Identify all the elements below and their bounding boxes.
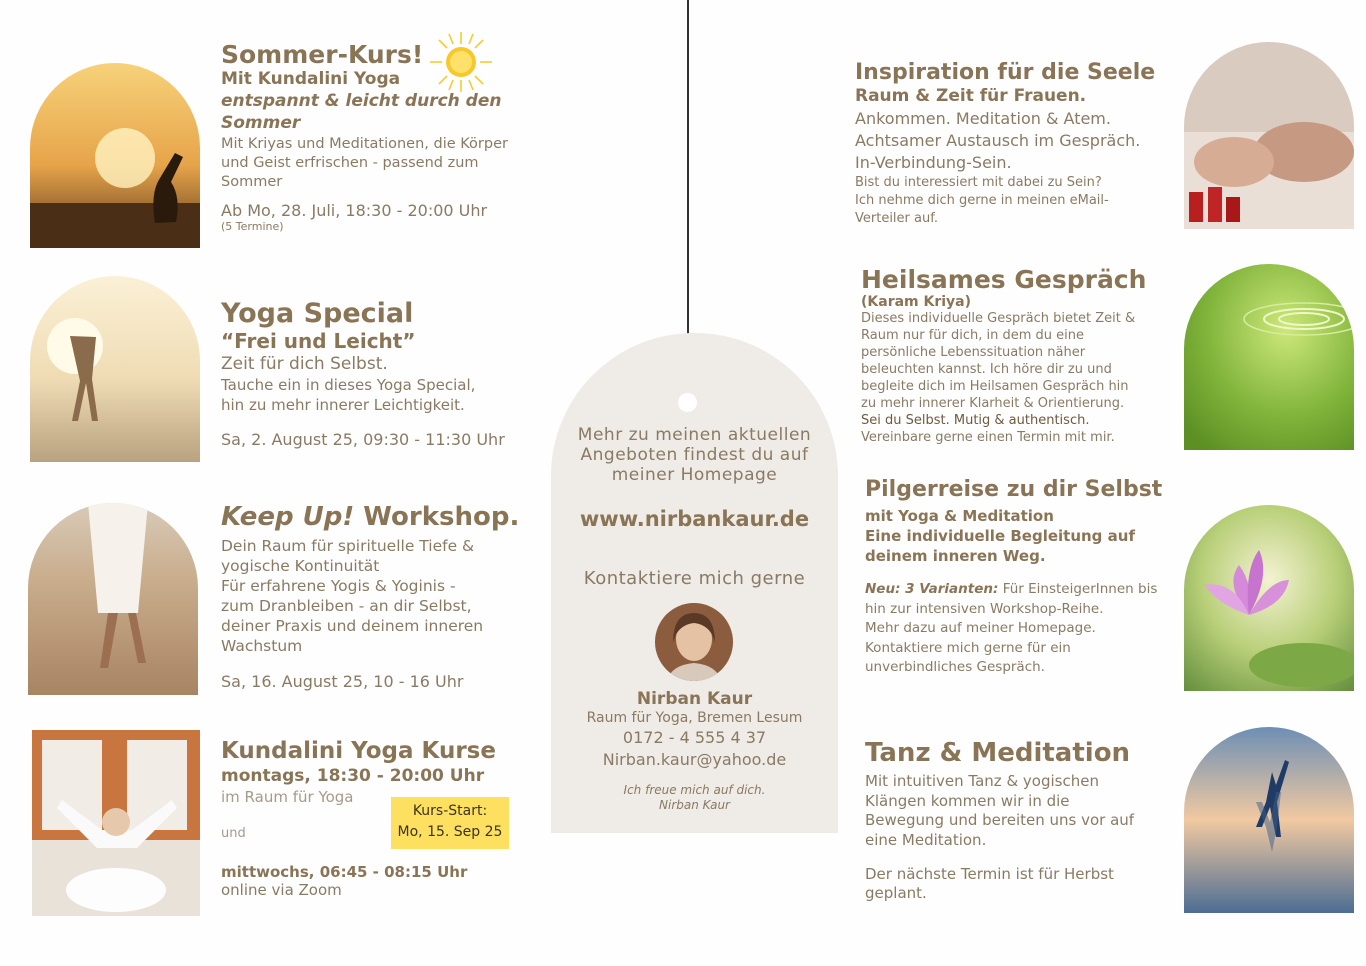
pilger-sub3: deinem inneren Weg.: [865, 547, 1046, 565]
sunset-yoga-image: [30, 63, 200, 248]
workshop-date: Sa, 16. August 25, 10 - 16 Uhr: [221, 672, 464, 691]
special-body1: Tauche ein in dieses Yoga Special,: [221, 376, 476, 394]
gespraech-section: [861, 265, 1179, 446]
contact-studio: Raum für Yoga, Bremen Lesum: [586, 710, 803, 726]
sommer-body3: Sommer: [221, 174, 283, 190]
workshop-body4: zum Dranbleiben - an dir Selbst,: [221, 597, 472, 615]
kurse-online: online via Zoom: [221, 881, 342, 899]
seele-l2: Achtsamer Austausch im Gespräch.: [855, 131, 1141, 150]
seele-section: [855, 60, 1175, 228]
tanz-b4: eine Meditation.: [865, 830, 987, 849]
seele-title: Inspiration für die Seele: [855, 60, 1156, 85]
kurse-title: Kundalini Yoga Kurse: [221, 738, 496, 764]
badge-line1: Kurs-Start:: [412, 803, 488, 819]
pilger-sub1: mit Yoga & Meditation: [865, 507, 1054, 525]
tag-hole: [678, 393, 697, 412]
pilger-b5: unverbindliches Gespräch.: [865, 659, 1045, 675]
contact-heading: Kontaktiere mich gerne: [583, 568, 806, 589]
tanz-b3: Bewegung und bereiten uns vor auf: [865, 811, 1135, 829]
contact-card: [551, 689, 838, 813]
seele-l3: In-Verbindung-Sein.: [855, 153, 1012, 172]
sommer-sub1: Mit Kundalini Yoga: [221, 69, 401, 89]
avatar: [655, 603, 733, 681]
sommer-sub2: entspannt & leicht durch den: [221, 91, 502, 111]
sommer-title: Sommer-Kurs!: [221, 40, 424, 69]
sommer-date: Ab Mo, 28. Juli, 18:30 - 20:00 Uhr: [221, 201, 488, 220]
homepage-link[interactable]: www.nirbankaur.de: [579, 507, 810, 531]
center-intro1: Mehr zu meinen aktuellen: [577, 425, 812, 445]
gespraech-b2: Raum nur für dich, in dem du eine: [861, 328, 1085, 343]
workshop-body6: Wachstum: [221, 637, 303, 655]
lotus-image: [1184, 505, 1354, 691]
tanz-b5: Der nächste Termin ist für Herbst: [865, 865, 1114, 883]
special-title: Yoga Special: [221, 298, 414, 329]
sommer-body1: Mit Kriyas und Meditationen, die Körper: [221, 136, 508, 152]
workshop-body5: deiner Praxis und deinem inneren: [221, 617, 484, 635]
pilger-title: Pilgerreise zu dir Selbst: [865, 477, 1163, 502]
gespraech-b5: begleite dich im Heilsamen Gespräch hin: [861, 379, 1129, 394]
sommer-note: (5 Termine): [221, 220, 284, 233]
kurse-wednesday: mittwochs, 06:45 - 08:15 Uhr: [221, 863, 468, 881]
center-intro3: meiner Homepage: [611, 465, 778, 485]
gespraech-b8: Vereinbare gerne einen Termin mit mir.: [861, 430, 1115, 445]
contact-name: Nirban Kaur: [636, 689, 753, 709]
tanz-b1: Mit intuitiven Tanz & yogischen: [865, 772, 1099, 790]
tanz-section: [865, 738, 1183, 903]
dancer-image: [1184, 727, 1354, 913]
kurs-start-badge: [391, 797, 509, 849]
yoga-special-section: [221, 298, 551, 449]
pilger-b1: Für EinsteigerInnen bis: [998, 581, 1158, 597]
closing2: Nirban Kaur: [659, 798, 730, 812]
badge-line2: Mo, 15. Sep 25: [397, 824, 503, 840]
seele-s2: Ich nehme dich gerne in meinen eMail-: [855, 193, 1109, 208]
contact-email[interactable]: Nirban.kaur@yahoo.de: [602, 750, 787, 769]
sommer-sub3: Sommer: [221, 113, 301, 133]
gespraech-b4: beleuchten kannst. Ich höre dir zu und: [861, 362, 1112, 377]
pilger-sub2: Eine individuelle Begleitung auf: [865, 527, 1135, 545]
women-circle-image: [1184, 42, 1354, 229]
gespraech-b1: Dieses individuelle Gespräch bietet Zeit &: [861, 311, 1136, 326]
pilger-b2: hin zur intensiven Workshop-Reihe.: [865, 600, 1104, 617]
gespraech-b3: persönliche Lebenssituation näher: [861, 345, 1086, 360]
special-body2: hin zu mehr innerer Leichtigkeit.: [221, 396, 465, 414]
workshop-body2: yogische Kontinuität: [221, 557, 380, 575]
workshop-body3: Für erfahrene Yogis & Yoginis -: [221, 577, 456, 595]
center-intro2: Angeboten findest du auf: [580, 445, 809, 465]
workshop-section: [221, 502, 551, 691]
tanz-b2: Klängen kommen wir in die: [865, 791, 1070, 810]
workshop-title-rest: Workshop.: [354, 502, 520, 532]
tanz-b6: geplant.: [865, 884, 927, 902]
kurse-place: im Raum für Yoga: [221, 788, 354, 806]
gespraech-title: Heilsames Gespräch: [861, 265, 1147, 294]
seele-sub: Raum & Zeit für Frauen.: [855, 86, 1087, 106]
tanz-title: Tanz & Meditation: [865, 738, 1131, 768]
beach-freedom-image: [30, 276, 200, 462]
contact-phone[interactable]: 0172 - 4 555 4 37: [622, 728, 767, 747]
center-intro: [551, 425, 838, 485]
special-date: Sa, 2. August 25, 09:30 - 11:30 Uhr: [221, 430, 505, 449]
sommer-body2: und Geist erfrischen - passend zum: [221, 155, 479, 171]
closing1: Ich freue mich auf dich.: [623, 783, 766, 797]
kurse-monday: montags, 18:30 - 20:00 Uhr: [221, 766, 485, 786]
pilger-neu: Neu: 3 Varianten:: [865, 581, 999, 597]
pilger-section: [865, 477, 1183, 678]
gespraech-b6: zu mehr innerer Klarheit & Orientierung.: [861, 396, 1125, 411]
seele-s3: Verteiler auf.: [855, 211, 938, 226]
water-ripple-image: [1184, 264, 1354, 450]
special-sub: Zeit für dich Selbst.: [221, 354, 388, 374]
kurse-and: und: [221, 826, 246, 841]
workshop-body1: Dein Raum für spirituelle Tiefe &: [221, 537, 475, 555]
gespraech-b7: Sei du Selbst. Mutig & authentisch.: [861, 413, 1090, 428]
workshop-title-italic: Keep Up!: [221, 502, 355, 532]
special-quote: “Frei und Leicht”: [221, 329, 416, 353]
sun-icon: [428, 30, 494, 94]
seele-s1: Bist du interessiert mit dabei zu Sein?: [855, 175, 1102, 190]
kundalini-meditation-image: [32, 730, 200, 916]
pilger-b4: Kontaktiere mich gerne für ein: [865, 639, 1071, 656]
sommer-kurs-section: [221, 40, 551, 233]
pilger-b3: Mehr dazu auf meiner Homepage.: [865, 620, 1096, 636]
gespraech-sub: (Karam Kriya): [861, 294, 972, 310]
beach-walk-image: [28, 503, 198, 695]
seele-l1: Ankommen. Meditation & Atem.: [855, 109, 1111, 128]
